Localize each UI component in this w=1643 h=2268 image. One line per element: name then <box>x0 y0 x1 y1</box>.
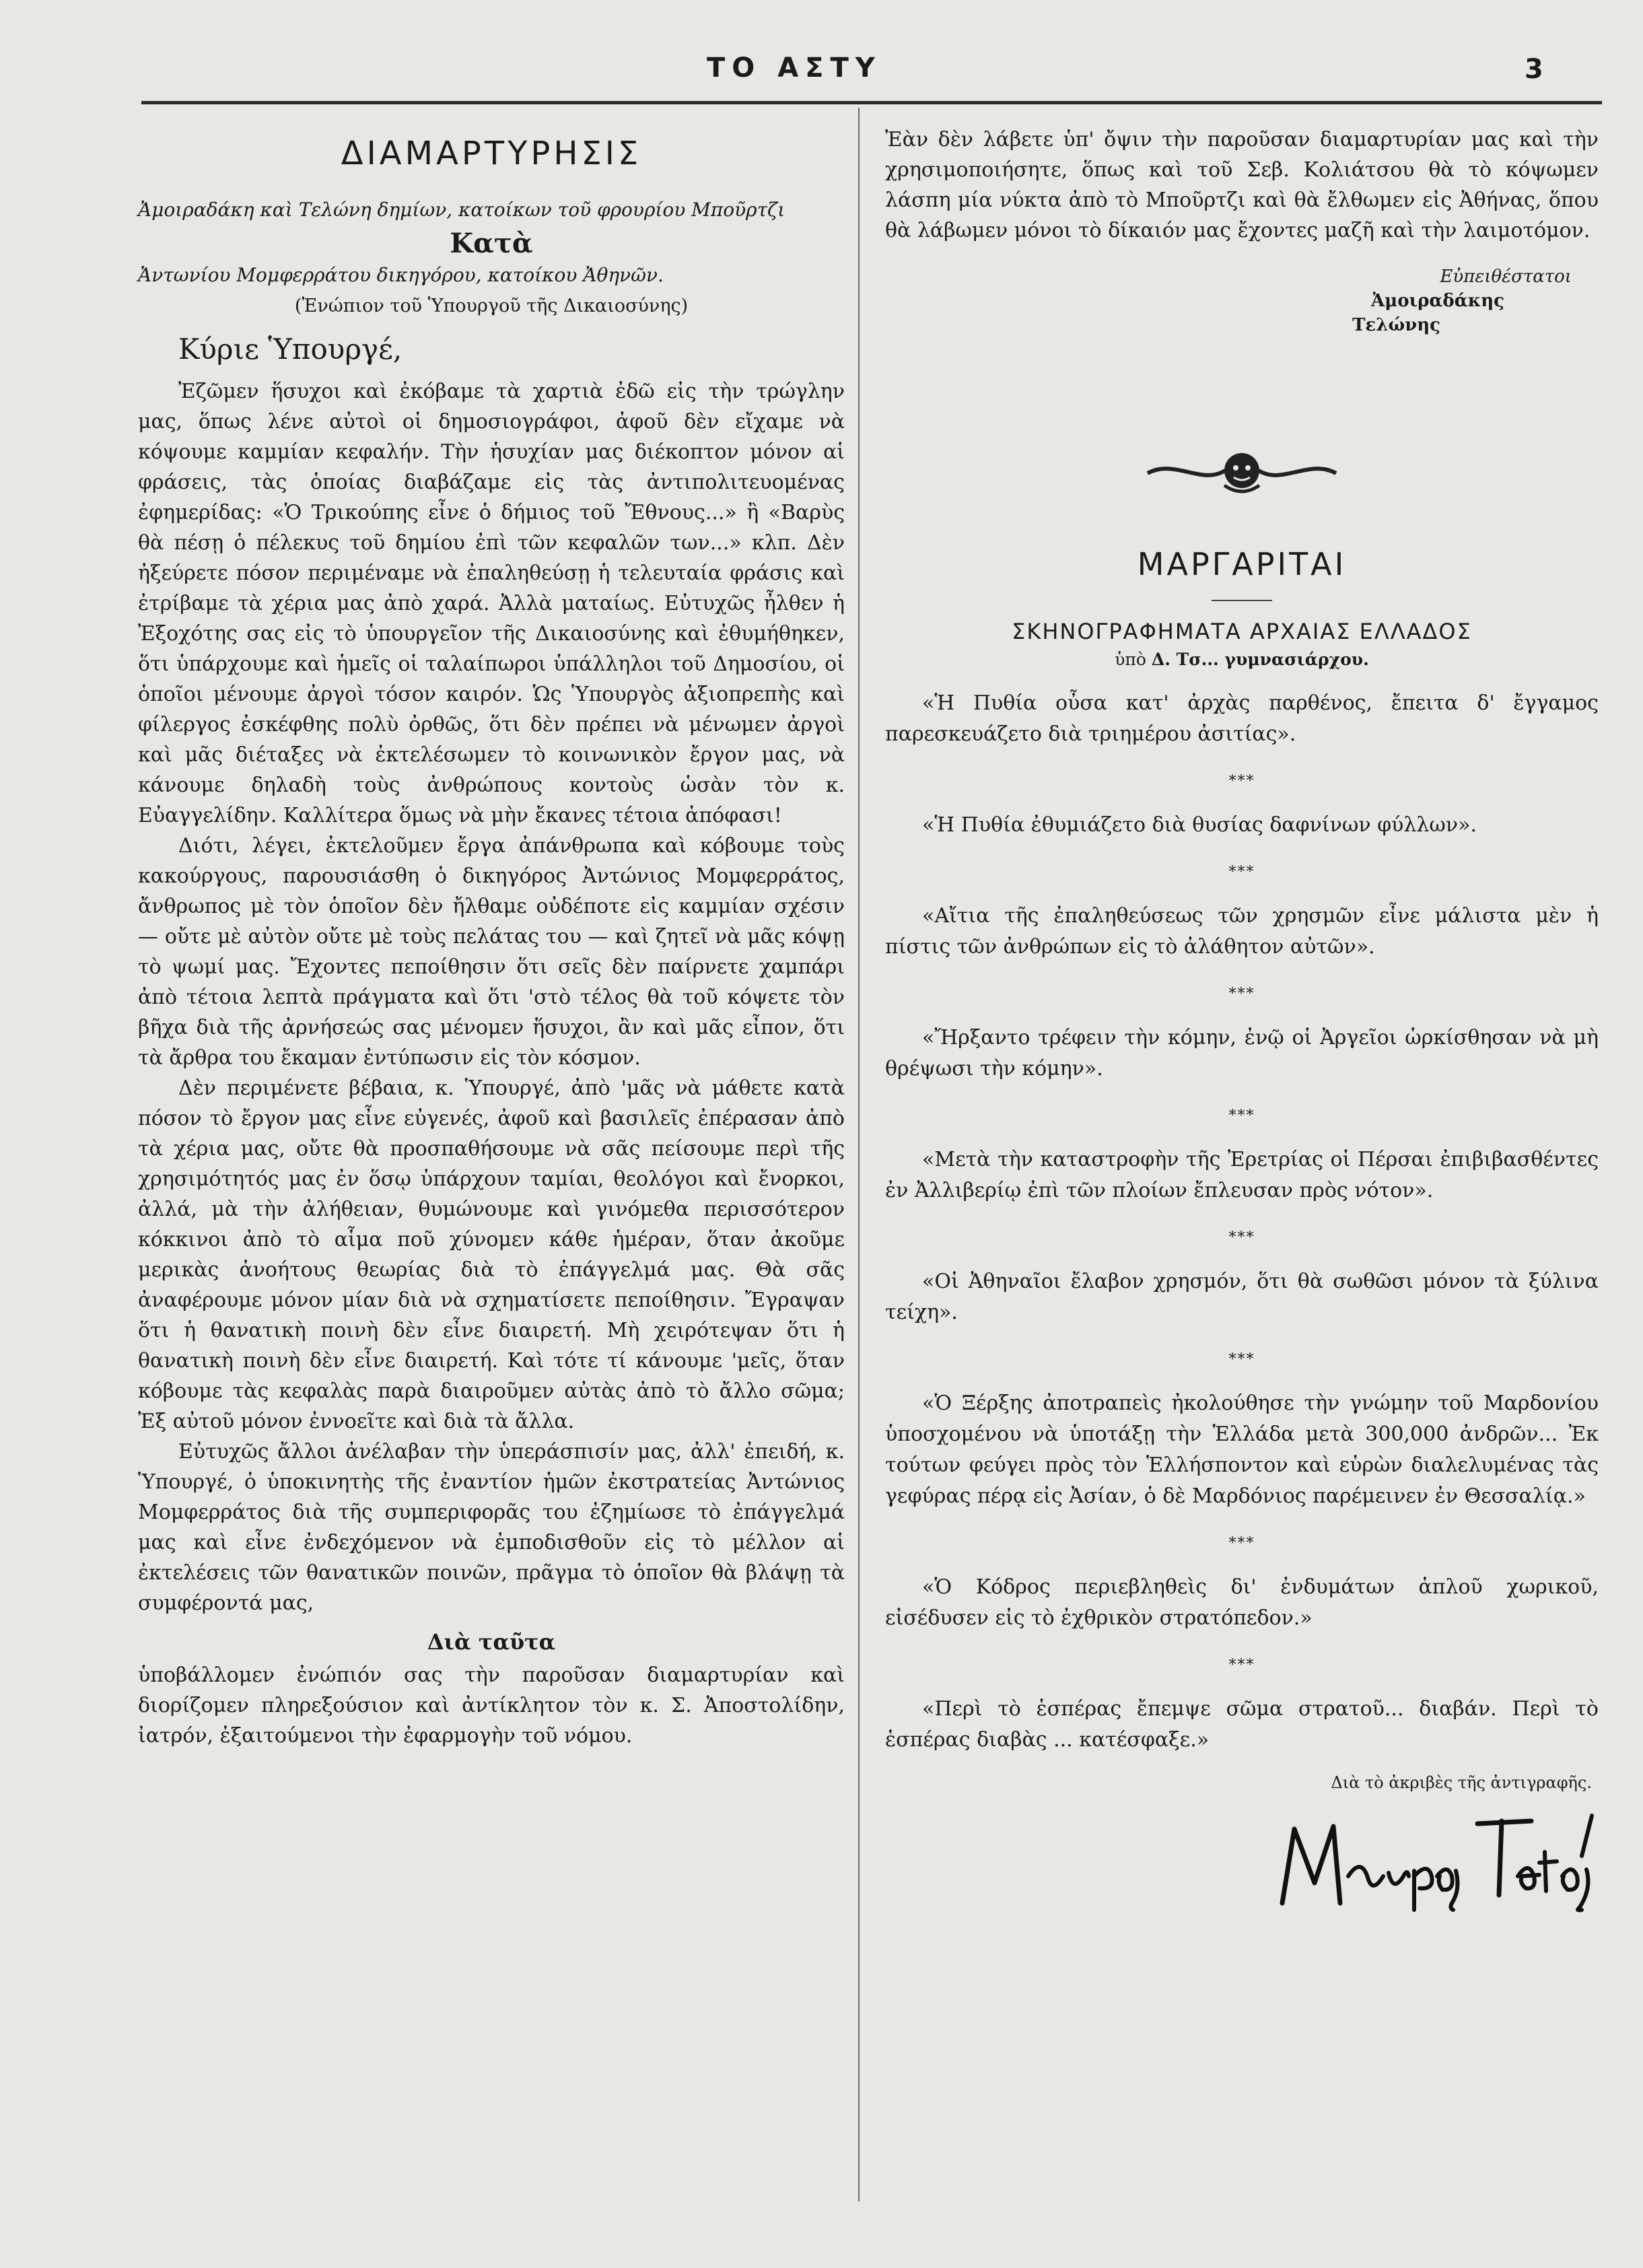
masthead: ΤΟ ΑΣΤΥ <box>707 53 882 83</box>
quote-item: «Ἡ Πυθία οὖσα κατ' ἀρχὰς παρθένος, ἔπειτα δ' ἔγγαμος παρεσκευάζετο διὰ τριημέρου ἀσιτίας». <box>885 691 1599 746</box>
quote-item: «Οἱ Ἀθηναῖοι ἔλαβον χρησμόν, ὅτι θὰ σωθῶσι μόνον τὰ ξύλινα τείχη». <box>885 1270 1599 1324</box>
protest-from: Ἀμοιραδάκη καὶ Τελώνη δημίων, κατοίκων τοῦ φρουρίου Μποῦρτζι <box>138 199 785 221</box>
protest-against-label: Κατὰ <box>450 228 533 259</box>
ornament-icon <box>1141 445 1343 499</box>
byline-prefix: ὑπὸ <box>1115 650 1146 669</box>
quote-item: «Αἴτια τῆς ἐπαληθεύσεως τῶν χρησμῶν εἶνε μάλιστα μὲν ἡ πίστις τῶν ἀνθρώπων εἰς τὸ ἀλάθητον αὐτῶν». <box>885 904 1599 959</box>
paragraph-5: ὑποβάλλομεν ἐνώπιόν σας τὴν παροῦσαν διαμαρτυρίαν καὶ διορίζομεν πληρεξούσιον καὶ ἀντίκλητον τὸν κ. Σ. Ἀποστολίδην, ἰατρόν, ἐξαιτούμενοι τὴν ἐφαρμογὴν τοῦ νόμου. <box>138 1663 845 1748</box>
closing: Εὐπειθέστατοι <box>1440 267 1572 287</box>
separator-stars: *** <box>1228 1107 1255 1124</box>
separator-stars: *** <box>1228 986 1255 1002</box>
separator-stars: *** <box>1228 1351 1255 1368</box>
header-rule <box>141 101 1602 104</box>
margaritai-byline <box>885 650 1599 669</box>
column-rule <box>858 108 860 2201</box>
salutation: Κύριε Ὑπουργέ, <box>178 333 403 366</box>
separator-stars: *** <box>1228 864 1255 881</box>
quote-item: «Περὶ τὸ ἑσπέρας ἔπεμψε σῶμα στρατοῦ... διαβάν. Περὶ τὸ ἑσπέρας διαβὰς ... κατέσφαξε.» <box>885 1697 1599 1752</box>
margaritai-title: ΜΑΡΓΑΡΙΤΑΙ <box>1137 546 1347 582</box>
separator-stars: *** <box>1228 1657 1255 1674</box>
paragraph-1: Ἐζῶμεν ἥσυχοι καὶ ἐκόβαμε τὰ χαρτιὰ ἐδῶ εἰς τὴν τρώγλην μας, ὅπως λένε αὐτοὶ οἱ δημοσιογράφοι, ἀφοῦ δὲν εἴχαμε νὰ κόψουμε καμμίαν κεφαλήν. Τὴν ἡσυχίαν μας διέκοπτον μόνον αἱ φράσεις, τὰς ὁποίας διαβάζαμε εἰς τὰς ἀντιπολιτευομένας ἐφημερίδας: «Ὁ Τρικούπης εἶνε ὁ δήμιος τοῦ Ἔθνους...» ἢ «Βαρὺς θὰ πέσῃ ὁ πέλεκυς τοῦ δημίου ἐπὶ τῶν κεφαλῶν των...» κλπ. Δὲν ἠξεύρετε πόσον περιμέναμε νὰ ἐπαληθεύσῃ ἡ τελευταία φράσις καὶ ἐτρίβαμε τὰ χέρια μας ἀπὸ χαρά. Ἀλλὰ ματαίως. Εὐτυχῶς ἦλθεν ἡ Ἐξοχότης σας εἰς τὸ ὑπουργεῖον τῆς Δικαιοσύνης καὶ ἐθυμήθηκεν, ὅτι ὑπάρχουμε καὶ ἡμεῖς οἱ ταλαίπωροι ὑπάλληλοι τοῦ Δημοσίου, οἱ ὁποῖοι μένουμε ἀργοὶ τόσον καιρόν. Ὡς Ὑπουργὸς ἀξιοπρεπὴς καὶ φίλεργος ἐσκέφθης πολὺ ὀρθῶς, ὅτι δὲν πρέπει νὰ μένωμεν ἀργοὶ καὶ μᾶς διέταξες νὰ ἐκτελέσωμεν τὸ κοινωνικὸν ἔργον μας, νὰ κάνουμε δηλαδὴ τοὺς ἀνθρώπους κοντοὺς ὡσὰν τὸν κ. Εὐαγγελίδην. Καλλίτερα ὅμως νὰ μὴν ἔκανες τέτοια ἀπόφασι! <box>138 380 845 827</box>
left-column <box>138 135 845 1751</box>
quote-item: «Ὁ Κόδρος περιεβληθεὶς δι' ἐνδυμάτων ἁπλοῦ χωρικοῦ, εἰσέδυσεν εἰς τὸ ἐχθρικὸν στρατόπεδον.» <box>885 1575 1599 1630</box>
handwritten-signature <box>1275 1809 1599 1913</box>
signer-1: Ἀμοιραδάκης <box>1371 291 1504 311</box>
title-rule <box>1212 600 1272 601</box>
paragraph-3: Δὲν περιμένετε βέβαια, κ. Ὑπουργέ, ἀπὸ 'μᾶς νὰ μάθετε κατὰ πόσον τὸ ἔργον μας εἶνε εὐγενές, ἀφοῦ καὶ βασιλεῖς ἐπέρασαν ἀπὸ τὰ χέρια μας, οὔτε θὰ προσπαθήσουμε νὰ σᾶς πείσουμε περὶ τῆς χρησιμότητός μας ἐν ὅσῳ ὑπάρχουν ταμίαι, θεολόγοι καὶ ἔνορκοι, ἀλλά, μὰ τὴν ἀλήθειαν, θυμώνουμε καὶ γινόμεθα περισσότερον κόκκινοι ἀπὸ τὸ αἷμα ποῦ χύνομεν κάθε ἡμέραν, ὅταν ἀκοῦμε μερικὰς ἀνοήτους θεωρίας διὰ τὸ ἐπάγγελμά μας. Θὰ σᾶς ἀναφέρουμε μόνον μίαν διὰ νὰ σχηματίσετε πεποίθησιν. Ἔγραψαν ὅτι ἡ θανατικὴ ποινὴ δὲν εἶνε διαιρετή. Μὴ χειρότεψαν ὅτι ἡ θανατικὴ ποινὴ δὲν εἶνε διαιρετή. Καὶ τότε τί κάνουμε 'μεῖς, ὅταν κόβουμε τὰς κεφαλὰς παρὰ διαιροῦμεν αὐτὰς ἀπὸ τὸ ἄλλο σῶμα; Ἐξ αὐτοῦ μόνον ἐννοεῖτε καὶ διὰ τὰ ἄλλα. <box>138 1076 845 1433</box>
quote-item: «Ὁ Ξέρξης ἀποτραπεὶς ἠκολούθησε τὴν γνώμην τοῦ Μαρδονίου ὑποσχομένου νὰ ὑποτάξῃ τὴν Ἑλλάδα μετὰ 300,000 ἀνδρῶν... Ἐκ τούτων φεύγει πρὸς τὸν Ἑλλήσποντον καὶ εὑρὼν διαλελυμένας τὰς γεφύρας πέρᾳ εἰς Ἀσίαν, ὁ δὲ Μαρδόνιος παρέμεινεν ἐν Θεσσαλίᾳ.» <box>885 1391 1599 1508</box>
protest-against: Ἀντωνίου Μομφερράτου δικηγόρου, κατοίκου Ἀθηνῶν. <box>138 264 664 286</box>
copy-note: Διὰ τὸ ἀκριβὲς τῆς ἀντιγραφῆς. <box>1331 1773 1592 1792</box>
quote-item: «Ἡ Πυθία ἐθυμιάζετο διὰ θυσίας δαφνίνων φύλλων». <box>922 813 1477 837</box>
separator-stars: *** <box>1228 773 1255 790</box>
separator-stars: *** <box>1228 1535 1255 1552</box>
quote-item: «Μετὰ τὴν καταστροφὴν τῆς Ἐρετρίας οἱ Πέρσαι ἐπιβιβασθέντες ἐν Ἀλλιβερίῳ ἐπὶ τῶν πλοίων ἔπλευσαν πρὸς νότον». <box>885 1148 1599 1202</box>
continuation-paragraph: Ἐὰν δὲν λάβετε ὑπ' ὄψιν τὴν παροῦσαν διαμαρτυρίαν μας καὶ τὴν χρησιμοποιήσητε, ὅπως καὶ τοῦ Σεβ. Κολιάτσου θὰ τὸ κόψωμεν λάσπη μία νύκτα ἀπὸ τὸ Μποῦρτζι καὶ θὰ ἔλθωμεν εἰς Ἀθήνας, ὅπου θὰ λάβωμεν μόνοι τὸ δίκαιόν μας ἔχοντες μαζῆ καὶ τὴν λαιμοτόμον. <box>885 128 1599 242</box>
quote-item: «Ἤρξαντο τρέφειν τὴν κόμην, ἐνῷ οἱ Ἀργεῖοι ὡρκίσθησαν νὰ μὴ θρέψωσι τὴν κόμην». <box>885 1026 1599 1080</box>
right-column <box>885 125 1599 1806</box>
protest-before: (Ἐνώπιον τοῦ Ὑπουργοῦ τῆς Δικαιοσύνης) <box>294 296 689 316</box>
protest-title: ΔΙΑΜΑΡΤΥΡΗΣΙΣ <box>341 135 642 172</box>
dia-tauta-heading: Διὰ ταῦτα <box>427 1629 556 1655</box>
separator-stars: *** <box>1228 1229 1255 1246</box>
page-number: 3 <box>1525 54 1543 85</box>
paragraph-2: Διότι, λέγει, ἐκτελοῦμεν ἔργα ἀπάνθρωπα καὶ κόβουμε τοὺς κακούργους, παρουσιάσθη ὁ δικηγόρος Ἀντώνιος Μομφερράτος, ἄνθρωπος μὲ τὸν ὁποῖον δὲν ἤλθαμε οὐδέποτε εἰς καμμίαν σχέσιν — οὔτε μὲ αὐτὸν οὔτε μὲ τοὺς πελάτας του — καὶ ζητεῖ νὰ μᾶς κόψῃ τὸ ψωμί μας. Ἔχοντες πεποίθησιν ὅτι σεῖς δὲν παίρνετε χαμπάρι ἀπὸ τέτοια λεπτὰ πράγματα καὶ ὅτι 'στὸ τέλος θὰ τοῦ κόψετε τὸν βῆχα διὰ τῆς ἀρνήσεώς σας μένομεν ἥσυχοι, ἂν καὶ μᾶς εἶπον, ὅτι τὰ ἄρθρα του ἔκαμαν ἐντύπωσιν εἰς τὸν κόσμον. <box>138 834 845 1070</box>
signer-2: Τελώνης <box>1352 315 1440 335</box>
byline-author: Δ. Τσ... γυμνασιάρχου. <box>1151 650 1369 669</box>
protest-signoff <box>885 265 1572 337</box>
margaritai-subtitle: ΣΚΗΝΟΓΡΑΦΗΜΑΤΑ ΑΡΧΑΙΑΣ ΕΛΛΑΔΟΣ <box>1012 619 1472 644</box>
paragraph-4: Εὐτυχῶς ἄλλοι ἀνέλαβαν τὴν ὑπεράσπισίν μας, ἀλλ' ἐπειδή, κ. Ὑπουργέ, ὁ ὑποκινητὴς τῆς ἐναντίον ἡμῶν ἐκστρατείας Ἀντώνιος Μομφερράτος διὰ τῆς συμπεριφορᾶς του ἐζημίωσε τὸ ἐπάγγελμά μας καὶ εἶνε ἐνδεχόμενον νὰ ἐμποδισθοῦν εἰς τὸ μέλλον αἱ ἐκτελέσεις τῶν θανατικῶν ποινῶν, πρᾶγμα τὸ ὁποῖον θὰ βλάψῃ τὰ συμφέροντά μας, <box>138 1440 845 1615</box>
